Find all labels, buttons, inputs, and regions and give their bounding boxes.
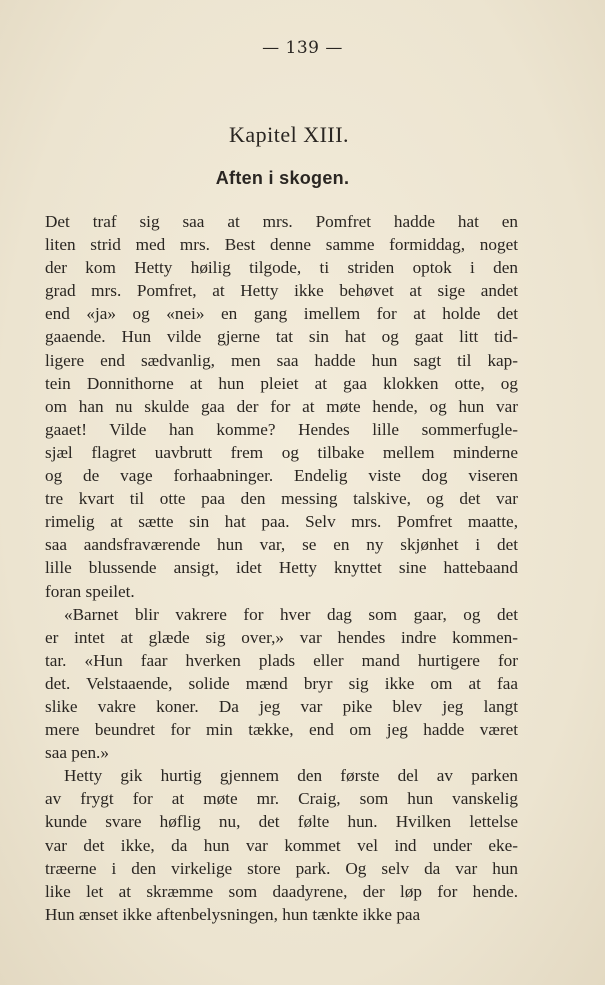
text-line: Hun ænset ikke aftenbelysningen, hun tænkte ikke paa	[45, 904, 421, 924]
text-line: tein Donnithorne at hun pleiet at gaa klokken otte, og	[45, 373, 518, 393]
text-line: sjæl flagret uavbrutt frem og tilbake mellem minderne	[45, 442, 518, 462]
text-line: der kom Hetty høilig tilgode, ti striden optok i den	[45, 258, 518, 278]
text-line: gaaet! Vilde han komme? Hendes lille sommerfugle-	[45, 419, 518, 439]
text-line: kunde svare høflig nu, det følte hun. Hvilken lettelse	[45, 812, 518, 832]
text-line: rimelig at sætte sin hat paa. Selv mrs. Pomfret maatte,	[45, 512, 518, 532]
text-line: ligere end sædvanlig, men saa hadde hun sagt til kap-	[45, 350, 518, 370]
text-line: det. Velstaaende, solide mænd bryr sig ikke om at faa	[45, 673, 518, 693]
text-line: mere beundret for min tække, end om jeg hadde været	[45, 720, 518, 740]
text-line: om han nu skulde gaa der for at møte hende, og hun var	[45, 396, 518, 416]
text-line: Hetty gik hurtig gjennem den første del av parken	[64, 766, 518, 786]
paragraph	[45, 210, 518, 603]
text-line: træerne i den virkelige store park. Og selv da var hun	[45, 858, 518, 878]
chapter-subtitle: Aften i skogen.	[215, 168, 350, 188]
text-line: «Barnet blir vakrere for hver dag som gaar, og det	[64, 604, 518, 624]
paragraph	[45, 603, 518, 765]
text-line: tre kvart til otte paa den messing talskive, og det var	[45, 489, 518, 509]
text-line: end «ja» og «nei» en gang imellem for at holde det	[45, 304, 518, 324]
text-line: Det traf sig saa at mrs. Pomfret hadde hat en	[45, 212, 518, 231]
text-line: av frygt for at møte mr. Craig, som hun vanskelig	[45, 789, 518, 809]
text-line: lille blussende ansigt, idet Hetty knyttet sine hattebaand	[45, 558, 518, 578]
text-line: foran speilet.	[45, 581, 135, 601]
text-line: er intet at glæde sig over,» var hendes indre kommen-	[45, 627, 518, 647]
text-line: var det ikke, da hun var kommet vel ind under eke-	[45, 835, 518, 855]
page-number: — 139 —	[262, 38, 343, 58]
text-line: like let at skræmme som daadyrene, der løp for hende.	[45, 881, 518, 901]
text-line: slike vakre koner. Da jeg var pike blev jeg langt	[45, 696, 518, 716]
text-line: grad mrs. Pomfret, at Hetty ikke behøvet at sige andet	[45, 281, 518, 301]
text-line: gaaende. Hun vilde gjerne tat sin hat og gaat litt tid-	[45, 327, 518, 347]
paragraph	[45, 764, 518, 926]
text-line: liten strid med mrs. Best denne samme formiddag, noget	[45, 235, 518, 255]
text-line: saa pen.»	[45, 743, 109, 763]
chapter-heading: Kapitel XIII.	[228, 122, 350, 147]
body-text	[45, 210, 518, 926]
text-line: tar. «Hun faar hverken plads eller mand hurtigere for	[45, 650, 518, 670]
text-line: saa aandsfraværende hun var, se en ny skjønhet i det	[45, 535, 518, 555]
text-line: og de vage forhaabninger. Endelig viste dog viseren	[45, 466, 518, 486]
